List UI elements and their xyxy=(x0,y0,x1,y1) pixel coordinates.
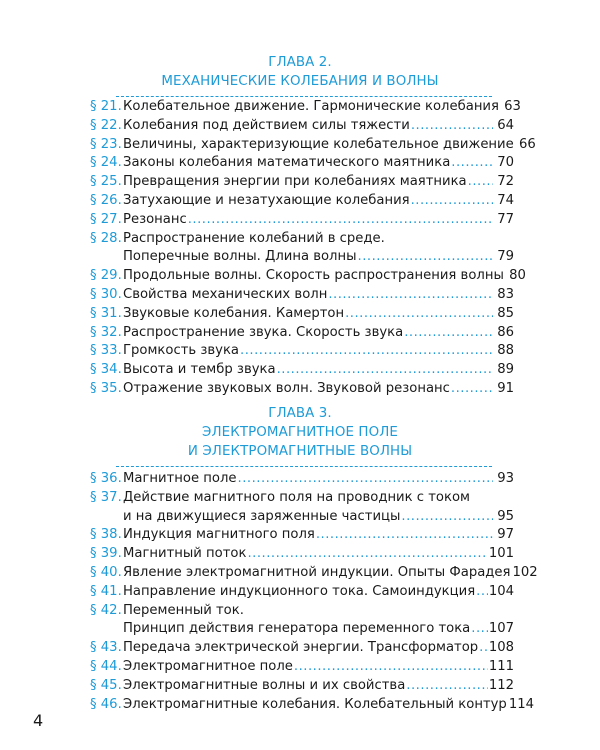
section-number: § 46. xyxy=(90,696,122,712)
dot-leader xyxy=(358,248,493,267)
dot-leader xyxy=(277,361,493,380)
section-number: § 28. xyxy=(90,230,122,246)
section-number: § 25. xyxy=(90,174,122,190)
toc-entry xyxy=(90,211,514,230)
section-title: Электромагнитные колебания. Колебательный контур xyxy=(123,696,507,712)
toc-entry xyxy=(90,342,514,361)
toc-entry xyxy=(90,583,514,602)
section-number: § 24. xyxy=(90,155,122,171)
section-title: Электромагнитное поле xyxy=(123,658,293,674)
dot-leader xyxy=(328,286,493,305)
dot-leader xyxy=(411,192,493,211)
section-title: Явление электромагнитной индукции. Опыты Фарадея xyxy=(123,564,511,580)
toc-entry xyxy=(90,470,514,489)
section-title: Затухающие и незатухающие колебания xyxy=(123,192,410,208)
toc-entry xyxy=(90,324,514,343)
chapter-3-heading: ГЛАВА 3. xyxy=(268,406,332,421)
section-number: § 43. xyxy=(90,640,122,656)
chapter-2-heading: ГЛАВА 2. xyxy=(268,55,332,70)
toc-entry xyxy=(90,361,514,380)
section-number: § 41. xyxy=(90,583,122,599)
section-title: Магнитный поток xyxy=(123,546,247,562)
page-ref: 85 xyxy=(497,305,514,321)
section-number: § 27. xyxy=(90,211,122,227)
toc-entry xyxy=(90,192,514,211)
page-ref: 70 xyxy=(497,155,514,171)
page-ref: 86 xyxy=(497,324,514,340)
page-ref: 102 xyxy=(512,564,538,580)
toc-entry xyxy=(90,639,514,658)
chapter-3-header xyxy=(0,404,600,461)
chapter-2-divider xyxy=(116,96,492,97)
section-number: § 31. xyxy=(90,305,122,321)
page-ref: 74 xyxy=(497,192,514,208)
toc-entry xyxy=(90,230,514,268)
section-title: Распространение звука. Скорость звука xyxy=(123,324,404,340)
page-ref: 64 xyxy=(497,117,514,133)
page-ref: 104 xyxy=(488,583,514,599)
page-ref: 66 xyxy=(518,136,536,152)
page-ref: 91 xyxy=(497,380,514,396)
page-ref: 89 xyxy=(497,362,514,378)
dot-leader xyxy=(247,545,487,564)
section-number: § 42. xyxy=(90,602,122,618)
section-number: § 45. xyxy=(90,677,122,693)
toc-entry xyxy=(90,305,514,324)
section-number: § 23. xyxy=(90,136,122,152)
dot-leader xyxy=(411,117,493,136)
toc-entry xyxy=(90,136,536,155)
dot-leader xyxy=(476,583,488,602)
section-title: Свойства механических волн xyxy=(123,286,328,302)
section-number: § 40. xyxy=(90,564,122,580)
dot-leader xyxy=(468,173,493,192)
page-ref: 77 xyxy=(497,211,514,227)
section-number: § 33. xyxy=(90,343,122,359)
section-number: § 36. xyxy=(90,471,122,486)
dot-leader xyxy=(316,526,493,545)
section-number: § 35. xyxy=(90,380,122,396)
dot-leader xyxy=(451,154,493,173)
section-title: Переменный ток. xyxy=(123,602,244,618)
page-ref: 72 xyxy=(497,174,514,190)
toc-entry xyxy=(90,98,521,117)
toc-entry xyxy=(90,117,514,136)
section-title: Распространение колебаний в среде. xyxy=(123,230,385,246)
toc-entry xyxy=(90,677,514,696)
dot-leader xyxy=(451,380,493,399)
chapter-3-title-line-2: И ЭЛЕКТРОМАГНИТНЫЕ ВОЛНЫ xyxy=(187,444,413,459)
section-title: Законы колебания математического маятника xyxy=(123,155,451,171)
section-title: Превращения энергии при колебаниях маятника xyxy=(123,174,467,190)
page-ref: 101 xyxy=(488,546,514,562)
section-title: Звуковые колебания. Камертон xyxy=(123,305,345,321)
section-title-continued: и на движущиеся заряженные частицы xyxy=(123,508,401,524)
toc-entry xyxy=(90,696,534,715)
section-title: Отражение звуковых волн. Звуковой резонанс xyxy=(123,380,450,396)
section-title: Колебательное движение. Гармонические колебания xyxy=(123,99,499,114)
dot-leader xyxy=(406,677,488,696)
section-title: Резонанс xyxy=(123,211,187,227)
section-number: § 21. xyxy=(90,99,122,114)
chapter-3-toc xyxy=(90,470,538,714)
chapter-2-header xyxy=(0,53,600,91)
page-ref: 80 xyxy=(509,268,526,284)
section-title: Передача электрической энергии. Трансформатор xyxy=(123,640,479,656)
dot-leader xyxy=(294,658,488,677)
page-ref: 88 xyxy=(497,343,514,359)
section-title-continued: Принцип действия генератора переменного тока xyxy=(123,621,471,637)
section-number: § 44. xyxy=(90,658,122,674)
page-number: 4 xyxy=(33,711,44,730)
page-ref: 63 xyxy=(504,99,521,114)
dot-leader xyxy=(345,305,493,324)
dot-leader xyxy=(188,211,493,230)
section-number: § 30. xyxy=(90,286,122,302)
chapter-3-divider xyxy=(116,466,492,467)
section-title-continued: Поперечные волны. Длина волны xyxy=(123,249,357,265)
page-ref: 83 xyxy=(497,286,514,302)
dot-leader xyxy=(401,508,493,527)
section-number: § 26. xyxy=(90,192,122,208)
toc-entry xyxy=(90,267,526,286)
toc-entry xyxy=(90,489,514,527)
section-title: Величины, характеризующие колебательное движение xyxy=(123,136,514,152)
section-title: Громкость звука xyxy=(123,343,239,359)
section-title: Индукция магнитного поля xyxy=(123,527,315,543)
chapter-2-toc xyxy=(90,98,536,399)
toc-entry xyxy=(90,545,514,564)
section-number: § 32. xyxy=(90,324,122,340)
page-ref: 108 xyxy=(488,640,514,656)
page-ref: 114 xyxy=(508,696,534,712)
dot-leader xyxy=(240,342,493,361)
section-number: § 22. xyxy=(90,117,122,133)
section-number: § 29. xyxy=(90,268,122,284)
toc-entry xyxy=(90,602,514,640)
toc-entry xyxy=(90,154,514,173)
dot-leader xyxy=(479,639,488,658)
section-title: Продольные волны. Скорость распространения волны xyxy=(123,268,504,284)
toc-entry xyxy=(90,380,514,399)
dot-leader xyxy=(404,324,493,343)
page-ref: 95 xyxy=(497,508,514,524)
chapter-3-title-line-1: ЭЛЕКТРОМАГНИТНОЕ ПОЛЕ xyxy=(202,425,398,440)
page-ref: 107 xyxy=(488,621,514,637)
section-number: § 34. xyxy=(90,362,122,378)
section-number: § 39. xyxy=(90,546,122,562)
section-title: Электромагнитные волны и их свойства xyxy=(123,677,406,693)
toc-entry xyxy=(90,286,514,305)
page-ref: 93 xyxy=(497,471,514,486)
section-number: § 38. xyxy=(90,527,122,543)
page-ref: 79 xyxy=(497,249,514,265)
toc-entry xyxy=(90,173,514,192)
section-title: Колебания под действием силы тяжести xyxy=(123,117,410,133)
dot-leader xyxy=(238,470,494,489)
section-title: Высота и тембр звука xyxy=(123,362,276,378)
page-ref: 97 xyxy=(497,527,514,543)
page-ref: 112 xyxy=(488,677,514,693)
section-title: Действие магнитного поля на проводник с током xyxy=(123,489,470,505)
toc-entry xyxy=(90,526,514,545)
section-title: Направление индукционного тока. Самоиндукция xyxy=(123,583,476,599)
dot-leader xyxy=(471,620,488,639)
page-ref: 111 xyxy=(488,658,514,674)
chapter-2-title: МЕХАНИЧЕСКИЕ КОЛЕБАНИЯ И ВОЛНЫ xyxy=(161,74,439,89)
toc-entry xyxy=(90,658,514,677)
section-title: Магнитное поле xyxy=(123,471,237,486)
toc-entry xyxy=(90,564,538,583)
section-number: § 37. xyxy=(90,489,122,505)
